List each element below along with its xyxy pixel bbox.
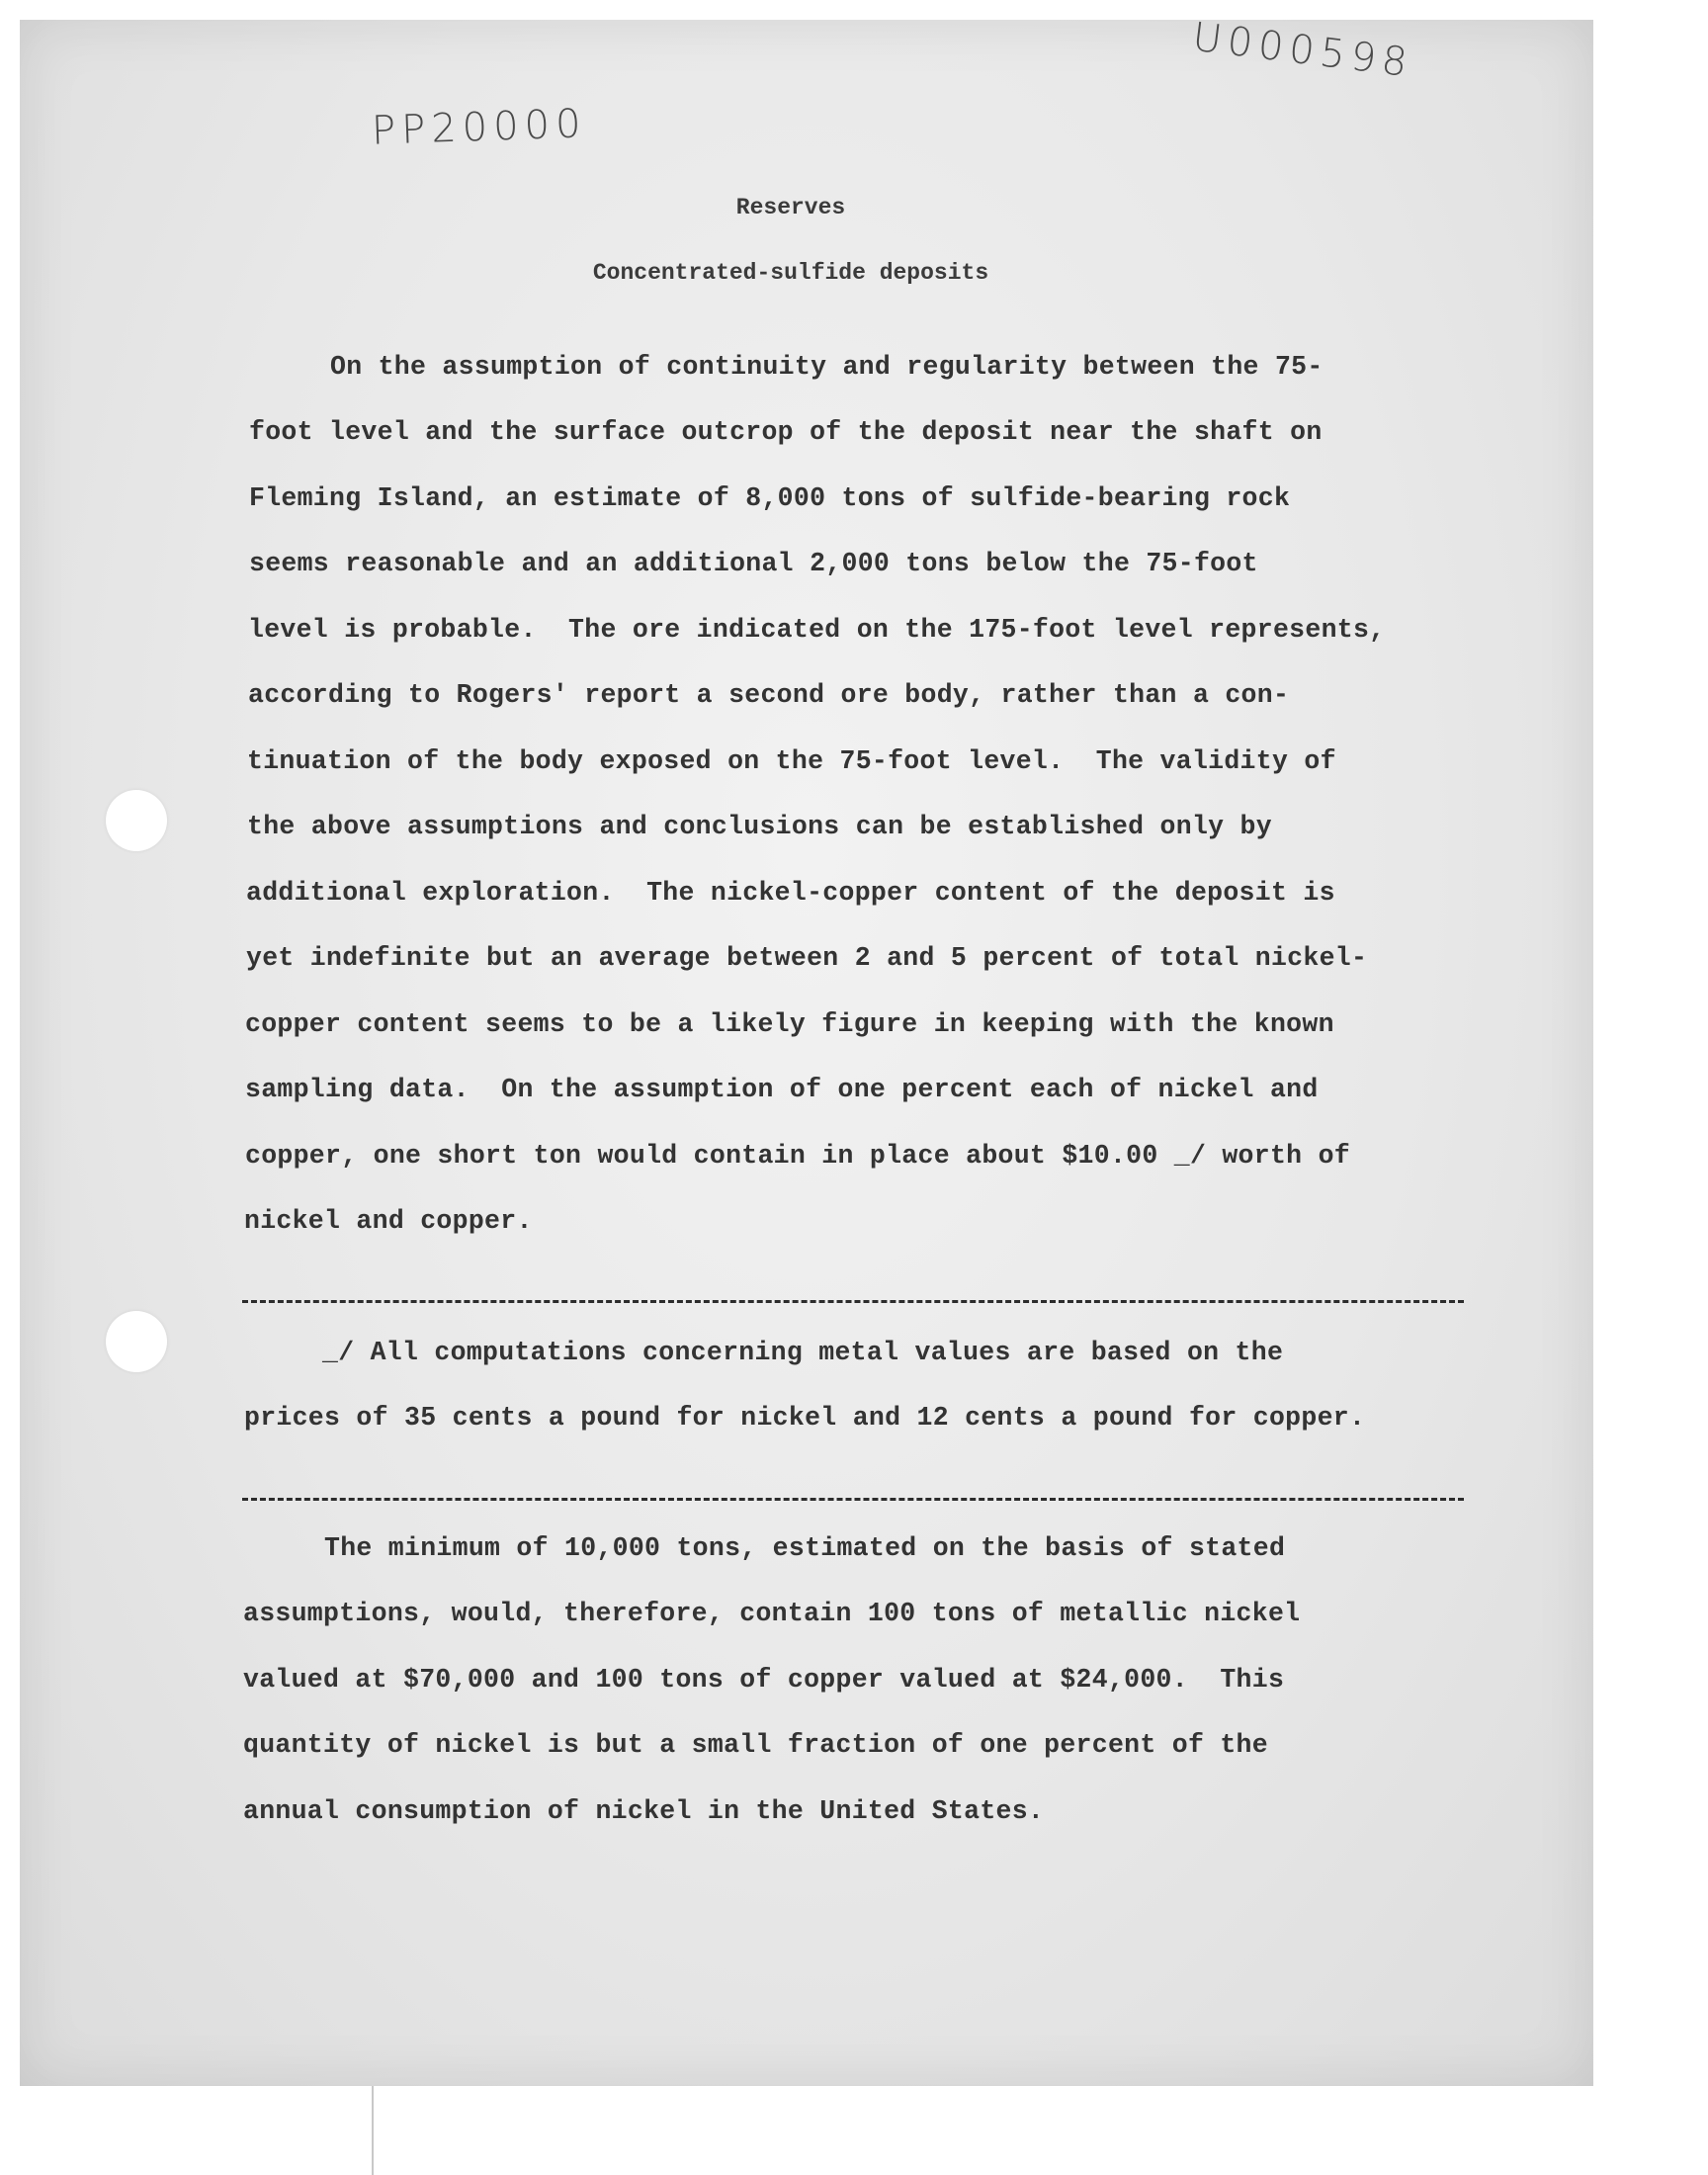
paragraph-line: The minimum of 10,000 tons, estimated on the basis of stated	[324, 1533, 1286, 1563]
paragraph-line: sampling data. On the assumption of one percent each of nickel and	[245, 1075, 1319, 1104]
paragraph-line: copper content seems to be a likely figure in keeping with the known	[245, 1009, 1334, 1039]
paragraph-line: tinuation of the body exposed on the 75-foot level. The validity of	[247, 746, 1336, 776]
page-title: Reserves	[735, 195, 846, 220]
footnote-rule-bottom	[242, 1498, 1464, 1501]
paragraph-line: annual consumption of nickel in the United States.	[243, 1796, 1045, 1826]
paragraph-line: seems reasonable and an additional 2,000 tons below the 75-foot	[249, 549, 1258, 578]
paragraph-line: according to Rogers' report a second ore body, rather than a con-	[248, 680, 1290, 710]
scanner-edge-line	[372, 2086, 374, 2175]
paragraph-line: Fleming Island, an estimate of 8,000 tons of sulfide-bearing rock	[249, 483, 1291, 513]
paragraph-line: additional exploration. The nickel-copper content of the deposit is	[246, 878, 1335, 908]
section-subtitle: Concentrated-sulfide deposits	[592, 260, 989, 286]
document-number-stamp: U000598	[1190, 14, 1415, 87]
paragraph-line: yet indefinite but an average between 2 and 5 percent of total nickel-	[246, 943, 1368, 973]
page-number-stamp: PP20000	[371, 101, 588, 154]
scanned-page	[20, 20, 1593, 2086]
paragraph-line: On the assumption of continuity and regularity between the 75-	[330, 352, 1324, 382]
paragraph-line: assumptions, would, therefore, contain 100 tons of metallic nickel	[243, 1599, 1301, 1628]
footnote-rule-top	[242, 1300, 1464, 1303]
paragraph-line: level is probable. The ore indicated on the 175-foot level represents,	[248, 615, 1386, 645]
paragraph-line: copper, one short ton would contain in place about $10.00 _/ worth of	[245, 1141, 1350, 1171]
footnote-line: prices of 35 cents a pound for nickel and 12 cents a pound for copper.	[244, 1403, 1366, 1433]
paragraph-line: nickel and copper.	[244, 1206, 533, 1236]
paragraph-line: valued at $70,000 and 100 tons of copper valued at $24,000. This	[243, 1665, 1285, 1695]
paragraph-line: the above assumptions and conclusions can be established only by	[247, 812, 1272, 841]
paragraph-line: foot level and the surface outcrop of the deposit near the shaft on	[249, 417, 1323, 447]
footnote-line: _/ All computations concerning metal values are based on the	[322, 1338, 1284, 1367]
punch-hole-lower	[106, 1311, 167, 1372]
punch-hole-upper	[106, 790, 167, 851]
paragraph-line: quantity of nickel is but a small fraction of one percent of the	[243, 1730, 1268, 1760]
